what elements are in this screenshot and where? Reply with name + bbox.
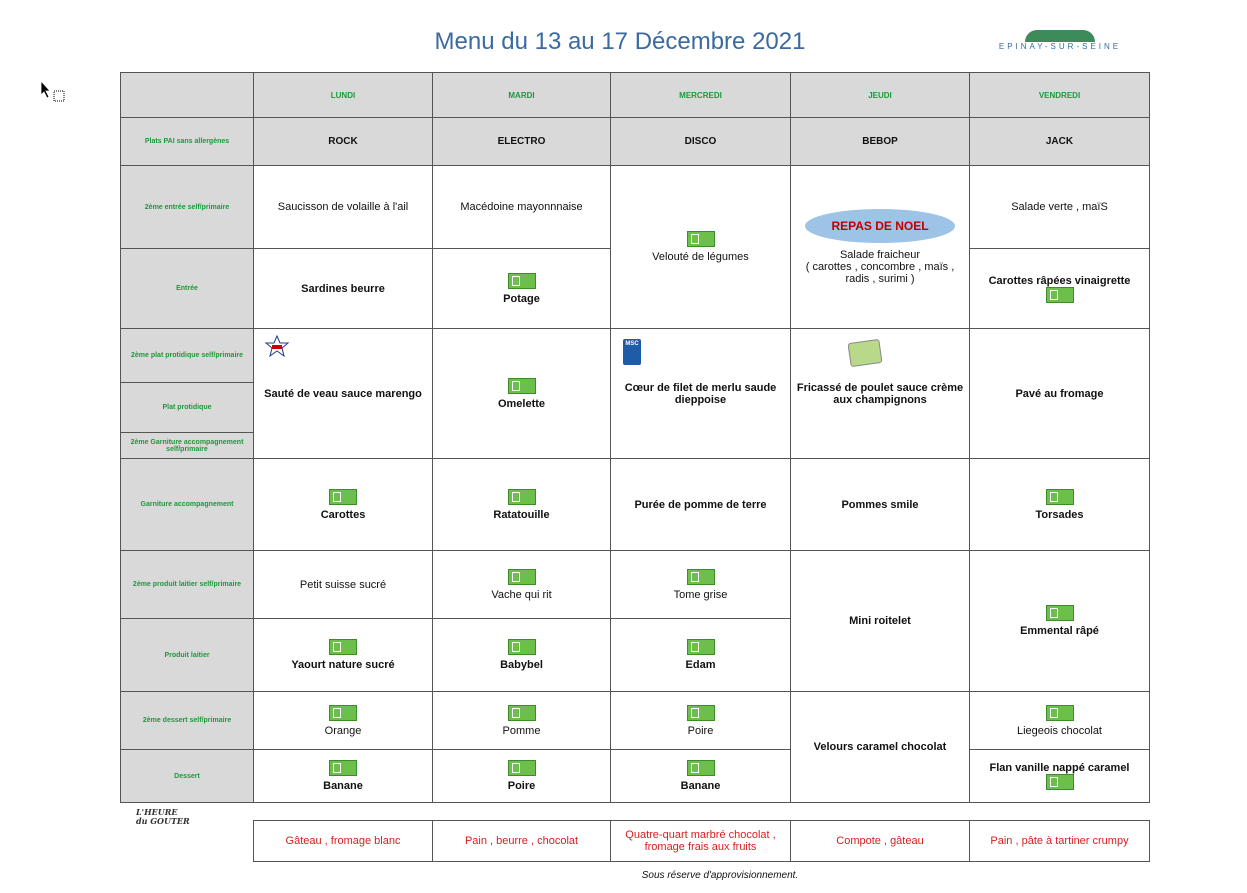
menu-cell xyxy=(254,619,433,692)
menu-cell xyxy=(970,459,1150,551)
logo-text: EPINAY-SUR-SEINE xyxy=(998,42,1122,51)
gouter-cell: Pain , pâte à tartiner crumpy xyxy=(970,821,1150,862)
dish-text: Ratatouille xyxy=(493,508,550,521)
day-header: VENDREDI xyxy=(970,73,1150,118)
row-label-garniture2: 2ème Garniture accompagnement self/primaire xyxy=(121,433,254,459)
menu-cell: Macédoine mayonnnaise xyxy=(433,166,611,249)
footnote: Sous réserve d'approvisionnement. xyxy=(641,870,799,881)
cursor-icon xyxy=(40,80,66,106)
menu-cell-mercredi-entree xyxy=(611,166,791,329)
menu-cell xyxy=(433,329,611,459)
row-label-dessert: Dessert xyxy=(121,750,254,803)
menu-cell: Pavé au fromage xyxy=(970,329,1150,459)
theme-cell: BEBOP xyxy=(791,118,970,166)
dish-text: Yaourt nature sucré xyxy=(291,659,395,671)
menu-cell: Salade verte , maïS xyxy=(970,166,1150,249)
theme-cell: ELECTRO xyxy=(433,118,611,166)
menu-cell xyxy=(611,329,791,459)
menu-table xyxy=(120,72,1150,803)
row-label-plat: Plat protidique xyxy=(121,383,254,433)
dish-text: Poire xyxy=(507,780,536,792)
menu-cell xyxy=(254,329,433,459)
heure-du-gouter-logo: L'HEURE du GOUTER xyxy=(136,807,190,826)
menu-cell: Velours caramel chocolat xyxy=(791,692,970,803)
row-label-laitier2: 2ème produit laitier self/primaire xyxy=(121,551,254,619)
menu-cell xyxy=(611,692,791,750)
menu-cell xyxy=(791,329,970,459)
menu-cell xyxy=(970,750,1150,803)
ab-organic-icon xyxy=(329,489,357,505)
dish-text: Potage xyxy=(503,292,540,305)
ab-organic-icon xyxy=(508,705,536,721)
menu-cell xyxy=(433,459,611,551)
ab-organic-icon xyxy=(329,705,357,721)
label-rouge-icon xyxy=(264,335,290,357)
ab-organic-icon xyxy=(508,489,536,505)
ab-organic-icon xyxy=(1046,287,1074,303)
dish-text: Edam xyxy=(685,659,716,671)
ab-organic-icon xyxy=(329,639,357,655)
gouter-table xyxy=(253,820,1150,862)
page-title: Menu du 13 au 17 Décembre 2021 xyxy=(434,28,806,55)
menu-cell: Mini roitelet xyxy=(791,551,970,692)
ab-organic-icon xyxy=(687,231,715,247)
menu-cell: Purée de pomme de terre xyxy=(611,459,791,551)
row-label-laitier: Produit laitier xyxy=(121,619,254,692)
ab-organic-icon xyxy=(687,569,715,585)
dish-text: Salade fraicheur xyxy=(839,249,921,261)
gouter-cell: Gâteau , fromage blanc xyxy=(254,821,433,862)
bleu-blanc-coeur-icon xyxy=(847,339,882,367)
dish-text: Liegeois chocolat xyxy=(1016,724,1102,737)
menu-cell: Petit suisse sucré xyxy=(254,551,433,619)
day-header: JEUDI xyxy=(791,73,970,118)
dish-text: Torsades xyxy=(1035,508,1084,521)
logo-hill-icon xyxy=(1025,30,1095,42)
dish-text: Carottes xyxy=(320,508,366,521)
ab-organic-icon xyxy=(1046,489,1074,505)
dish-text: Babybel xyxy=(500,659,543,671)
ab-organic-icon xyxy=(1046,605,1074,621)
dish-text: Omelette xyxy=(497,397,546,410)
day-header: MERCREDI xyxy=(611,73,791,118)
row-label-plat2: 2ème plat protidique self/primaire xyxy=(121,329,254,383)
gouter-cell: Pain , beurre , chocolat xyxy=(433,821,611,862)
row-label-garniture: Garniture accompagnement xyxy=(121,459,254,551)
day-header: LUNDI xyxy=(254,73,433,118)
dish-text: Cœur de filet de merlu saude dieppoise xyxy=(624,381,777,406)
menu-cell xyxy=(433,551,611,619)
row-label-entree2: 2ème entrée self/primaire xyxy=(121,166,254,249)
menu-cell xyxy=(970,249,1150,329)
ab-organic-icon xyxy=(508,569,536,585)
dish-text: Carottes râpées vinaigrette xyxy=(988,274,1131,287)
menu-cell xyxy=(433,619,611,692)
menu-cell xyxy=(433,750,611,803)
menu-cell xyxy=(254,750,433,803)
dish-text: Flan vanille nappé caramel xyxy=(989,762,1130,774)
ab-organic-icon xyxy=(508,760,536,776)
ab-organic-icon xyxy=(1046,705,1074,721)
ab-organic-icon xyxy=(687,760,715,776)
menu-cell xyxy=(970,551,1150,692)
dish-text: Pomme xyxy=(502,724,541,737)
row-label-entree: Entrée xyxy=(121,249,254,329)
menu-cell: Pommes smile xyxy=(791,459,970,551)
menu-cell xyxy=(611,551,791,619)
dish-text: Tome grise xyxy=(673,588,728,601)
dish-text: Emmental râpé xyxy=(1020,625,1099,637)
noel-bubble: REPAS DE NOEL xyxy=(805,209,954,243)
menu-cell-jeudi-entree xyxy=(791,166,970,329)
dish-text: Fricassé de poulet sauce crème aux champignons xyxy=(796,381,964,406)
corner-cell xyxy=(121,73,254,118)
menu-cell xyxy=(433,249,611,329)
menu-cell xyxy=(433,692,611,750)
dish-text: Sauté de veau sauce marengo xyxy=(264,387,422,400)
gouter-cell: Compote , gâteau xyxy=(791,821,970,862)
dish-text: Orange xyxy=(324,724,362,737)
epinay-logo xyxy=(975,30,1145,54)
menu-cell xyxy=(611,750,791,803)
dish-text: Banane xyxy=(680,780,721,792)
ab-organic-icon xyxy=(1046,774,1074,790)
ab-organic-icon xyxy=(329,760,357,776)
menu-cell xyxy=(254,459,433,551)
ab-organic-icon xyxy=(508,273,536,289)
ab-organic-icon xyxy=(687,639,715,655)
dish-detail: ( carottes , concombre , maïs , radis , surimi ) xyxy=(805,261,955,285)
dish-text: Poire xyxy=(687,724,714,737)
theme-cell: DISCO xyxy=(611,118,791,166)
theme-cell: JACK xyxy=(970,118,1150,166)
ab-organic-icon xyxy=(687,705,715,721)
row-label-dessert2: 2ème dessert self/primaire xyxy=(121,692,254,750)
dish-text: Banane xyxy=(323,780,363,792)
dish-text: Velouté de légumes xyxy=(652,251,749,263)
row-label-pai: Plats PAI sans allergènes xyxy=(121,118,254,166)
menu-cell: Saucisson de volaille à l'ail xyxy=(254,166,433,249)
theme-cell: ROCK xyxy=(254,118,433,166)
menu-cell xyxy=(254,692,433,750)
menu-cell: Sardines beurre xyxy=(254,249,433,329)
day-header: MARDI xyxy=(433,73,611,118)
menu-cell xyxy=(970,692,1150,750)
dish-text: Vache qui rit xyxy=(491,588,552,601)
menu-cell xyxy=(611,619,791,692)
ab-organic-icon xyxy=(508,639,536,655)
ab-organic-icon xyxy=(508,378,536,394)
msc-icon: MSC xyxy=(623,339,641,365)
gouter-cell: Quatre-quart marbré chocolat , fromage frais aux fruits xyxy=(611,821,791,862)
